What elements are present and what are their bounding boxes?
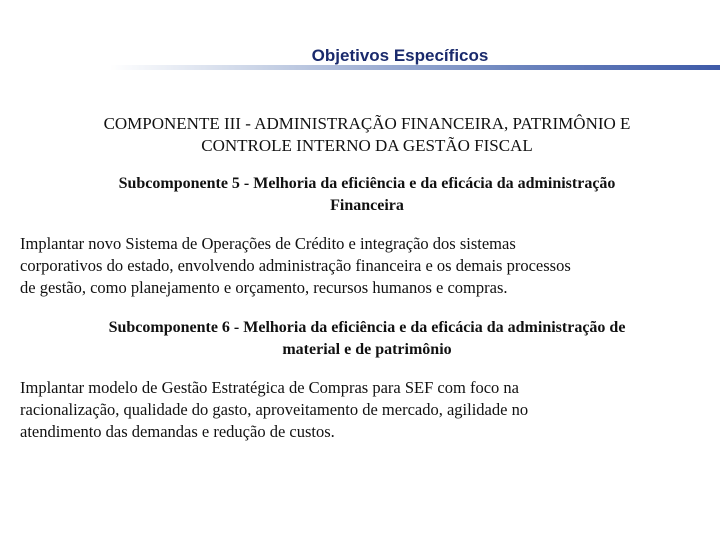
subcomponent-5-description (20, 233, 700, 299)
component-heading-line-2: CONTROLE INTERNO DA GESTÃO FISCAL (201, 136, 533, 155)
title-underline (110, 65, 720, 70)
subcomponent-5-description-line-1: Implantar novo Sistema de Operações de Crédito e integração dos sistemas (20, 234, 516, 253)
subcomponent-6-heading-line-1: Subcomponente 6 - Melhoria da eficiência e da eficácia da administração de (108, 319, 626, 336)
subcomponent-5-heading-line-1: Subcomponente 5 - Melhoria da eficiência e da eficácia da administração (118, 175, 616, 192)
subcomponent-5-description-line-3: de gestão, como planejamento e orçamento, recursos humanos e compras. (20, 278, 508, 297)
slide-title: Objetivos Específicos (311, 46, 489, 65)
subcomponent-5-description-line-2: corporativos do estado, envolvendo administração financeira e os demais processos (20, 256, 571, 275)
subcomponent-6-description-line-3: atendimento das demandas e redução de custos. (20, 422, 335, 441)
subcomponent-5-heading-line-2: Financeira (330, 197, 404, 214)
component-heading-line-1: COMPONENTE III - ADMINISTRAÇÃO FINANCEIRA, PATRIMÔNIO E (103, 114, 631, 133)
subcomponent-6-heading-line-2: material e de patrimônio (282, 341, 452, 358)
subcomponent-6-description (20, 377, 700, 443)
subcomponent-5-heading (20, 173, 714, 217)
subcomponent-6-description-line-1: Implantar modelo de Gestão Estratégica de Compras para SEF com foco na (20, 378, 519, 397)
subcomponent-6-description-line-2: racionalização, qualidade do gasto, aproveitamento de mercado, agilidade no (20, 400, 529, 419)
subcomponent-6-heading (20, 317, 714, 361)
component-heading (20, 113, 714, 157)
